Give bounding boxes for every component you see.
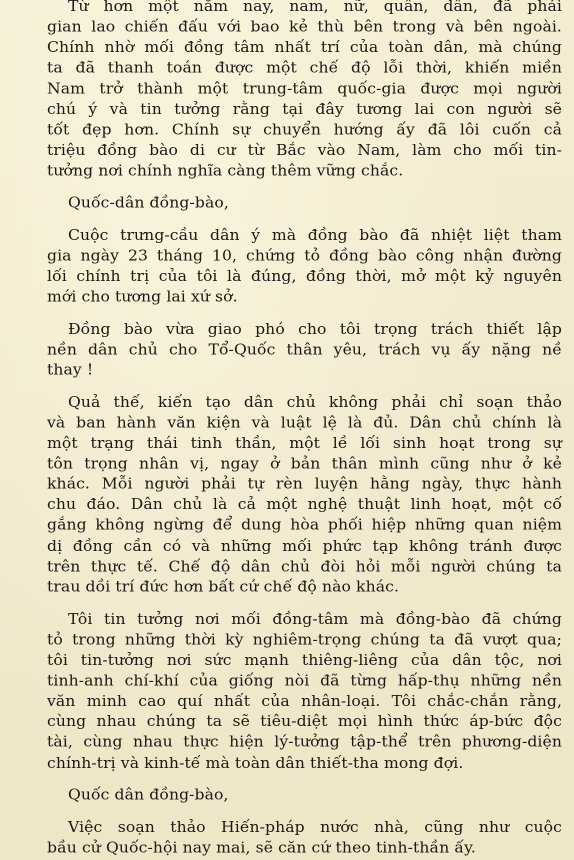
text-line: Quả thế, kiến tạo dân chủ không phải chỉ soạn thảo [68,393,562,411]
text-line: cùng nhau chúng ta sẽ tiêu-diệt mọi hình thức áp-bức độc [47,713,562,731]
text-line: trau dồi trí đức hơn bất cứ chế độ nào khác. [47,578,400,596]
text-line: chu đáo. Dân chủ là cả một nghệ thuật linh hoạt, một cố [47,496,562,514]
text-line: Việc soạn thảo Hiến-pháp nước nhà, cũng như cuộc [68,818,562,836]
text-line: gia ngày 23 tháng 10, chứng tỏ đồng bào công nhận đường [47,247,562,265]
text-line: ta đã thanh toán được một chế độ lỗi thời, khiến miền [47,59,562,77]
text-line: tưởng nơi chính nghĩa càng thêm vững chắc. [47,162,404,180]
text-line: thay ! [47,361,94,379]
text-line: tài, cùng nhau thực hiện lý-tưởng tập-thể trên phương-diện [47,733,562,751]
text-line: Chính nhờ mối đồng tâm nhất trí của toàn dân, mà chúng [47,39,562,56]
text-line: chính-trị và kinh-tế mà toàn dân thiết-tha mong đợi. [47,754,464,772]
text-line: gian lao chiến đấu với bao kẻ thù bên trong và bên ngoài. [47,18,562,36]
text-line: bầu cử Quốc-hội nay mai, sẽ căn cứ theo tinh-thần ấy. [47,839,476,856]
text-line: chú ý và tin tưởng rằng tại đây tương lai con người sẽ [47,100,562,118]
text-line: nền dân chủ cho Tổ-Quốc thân yêu, trách vụ ấy nặng nề [47,340,562,358]
text-line: trên thực tế. Chế độ dân chủ đòi hỏi mỗi người chúng ta [47,558,562,575]
text-line: khác. Mỗi người phải tự rèn luyện hằng ngày, thực hành [47,475,562,493]
text-line: văn minh cao quí nhất của nhân-loại. Tôi chắc-chắn rằng, [47,692,562,710]
text-line: gắng không ngừng để dung hòa phối hiệp những quan niệm [47,516,562,534]
text-line: Cuộc trưng-cầu dân ý mà đồng bào đã nhiệt liệt tham [68,226,562,244]
text-line: tốt đẹp hơn. Chính sự chuyển hướng ấy đã lôi cuốn cả [47,121,562,139]
text-line: tôi tin-tưởng nơi sức mạnh thiêng-liêng của dân tộc, nơi [47,651,562,669]
text-line: Quốc dân đồng-bào, [68,786,229,804]
text-line: và ban hành văn kiện và luật lệ là đủ. Dân chủ chính là [47,414,562,431]
text-line: tinh-anh chí-khí của giống nòi đã từng hấp-thụ những nền [47,672,562,690]
text-line: tỏ trong những thời kỳ nghiêm-trọng chúng ta đã vượt qua; [47,631,562,648]
text-line: triệu đồng bào di cư từ Bắc vào Nam, làm cho mối tin- [47,141,562,159]
text-line: Quốc-dân đồng-bào, [68,194,229,212]
text-line: tôn trọng nhân vị, ngay ở bản thân mình cũng như ở kẻ [47,455,562,473]
text-line: một trạng thái tinh thần, một lề lối sinh hoạt trong sự [47,434,562,452]
text-line: dị đồng cần có và những mối phức tạp không tránh được [47,537,562,555]
text-line: Từ hơn một năm nay, nam, nữ, quân, dân, đã phải [68,0,562,15]
text-line: lối chính trị của tôi là đúng, đồng thời, mở một kỷ nguyên [47,267,562,285]
text-line: mới cho tương lai xứ sở. [47,288,238,306]
text-line: Đồng bào vừa giao phó cho tôi trọng trách thiết lập [68,320,562,338]
text-line: Nam trở thành một trung-tâm quốc-gia được mọi người [47,80,562,98]
text-line: Tôi tin tưởng nơi mối đồng-tâm mà đồng-bào đã chứng [68,610,562,628]
